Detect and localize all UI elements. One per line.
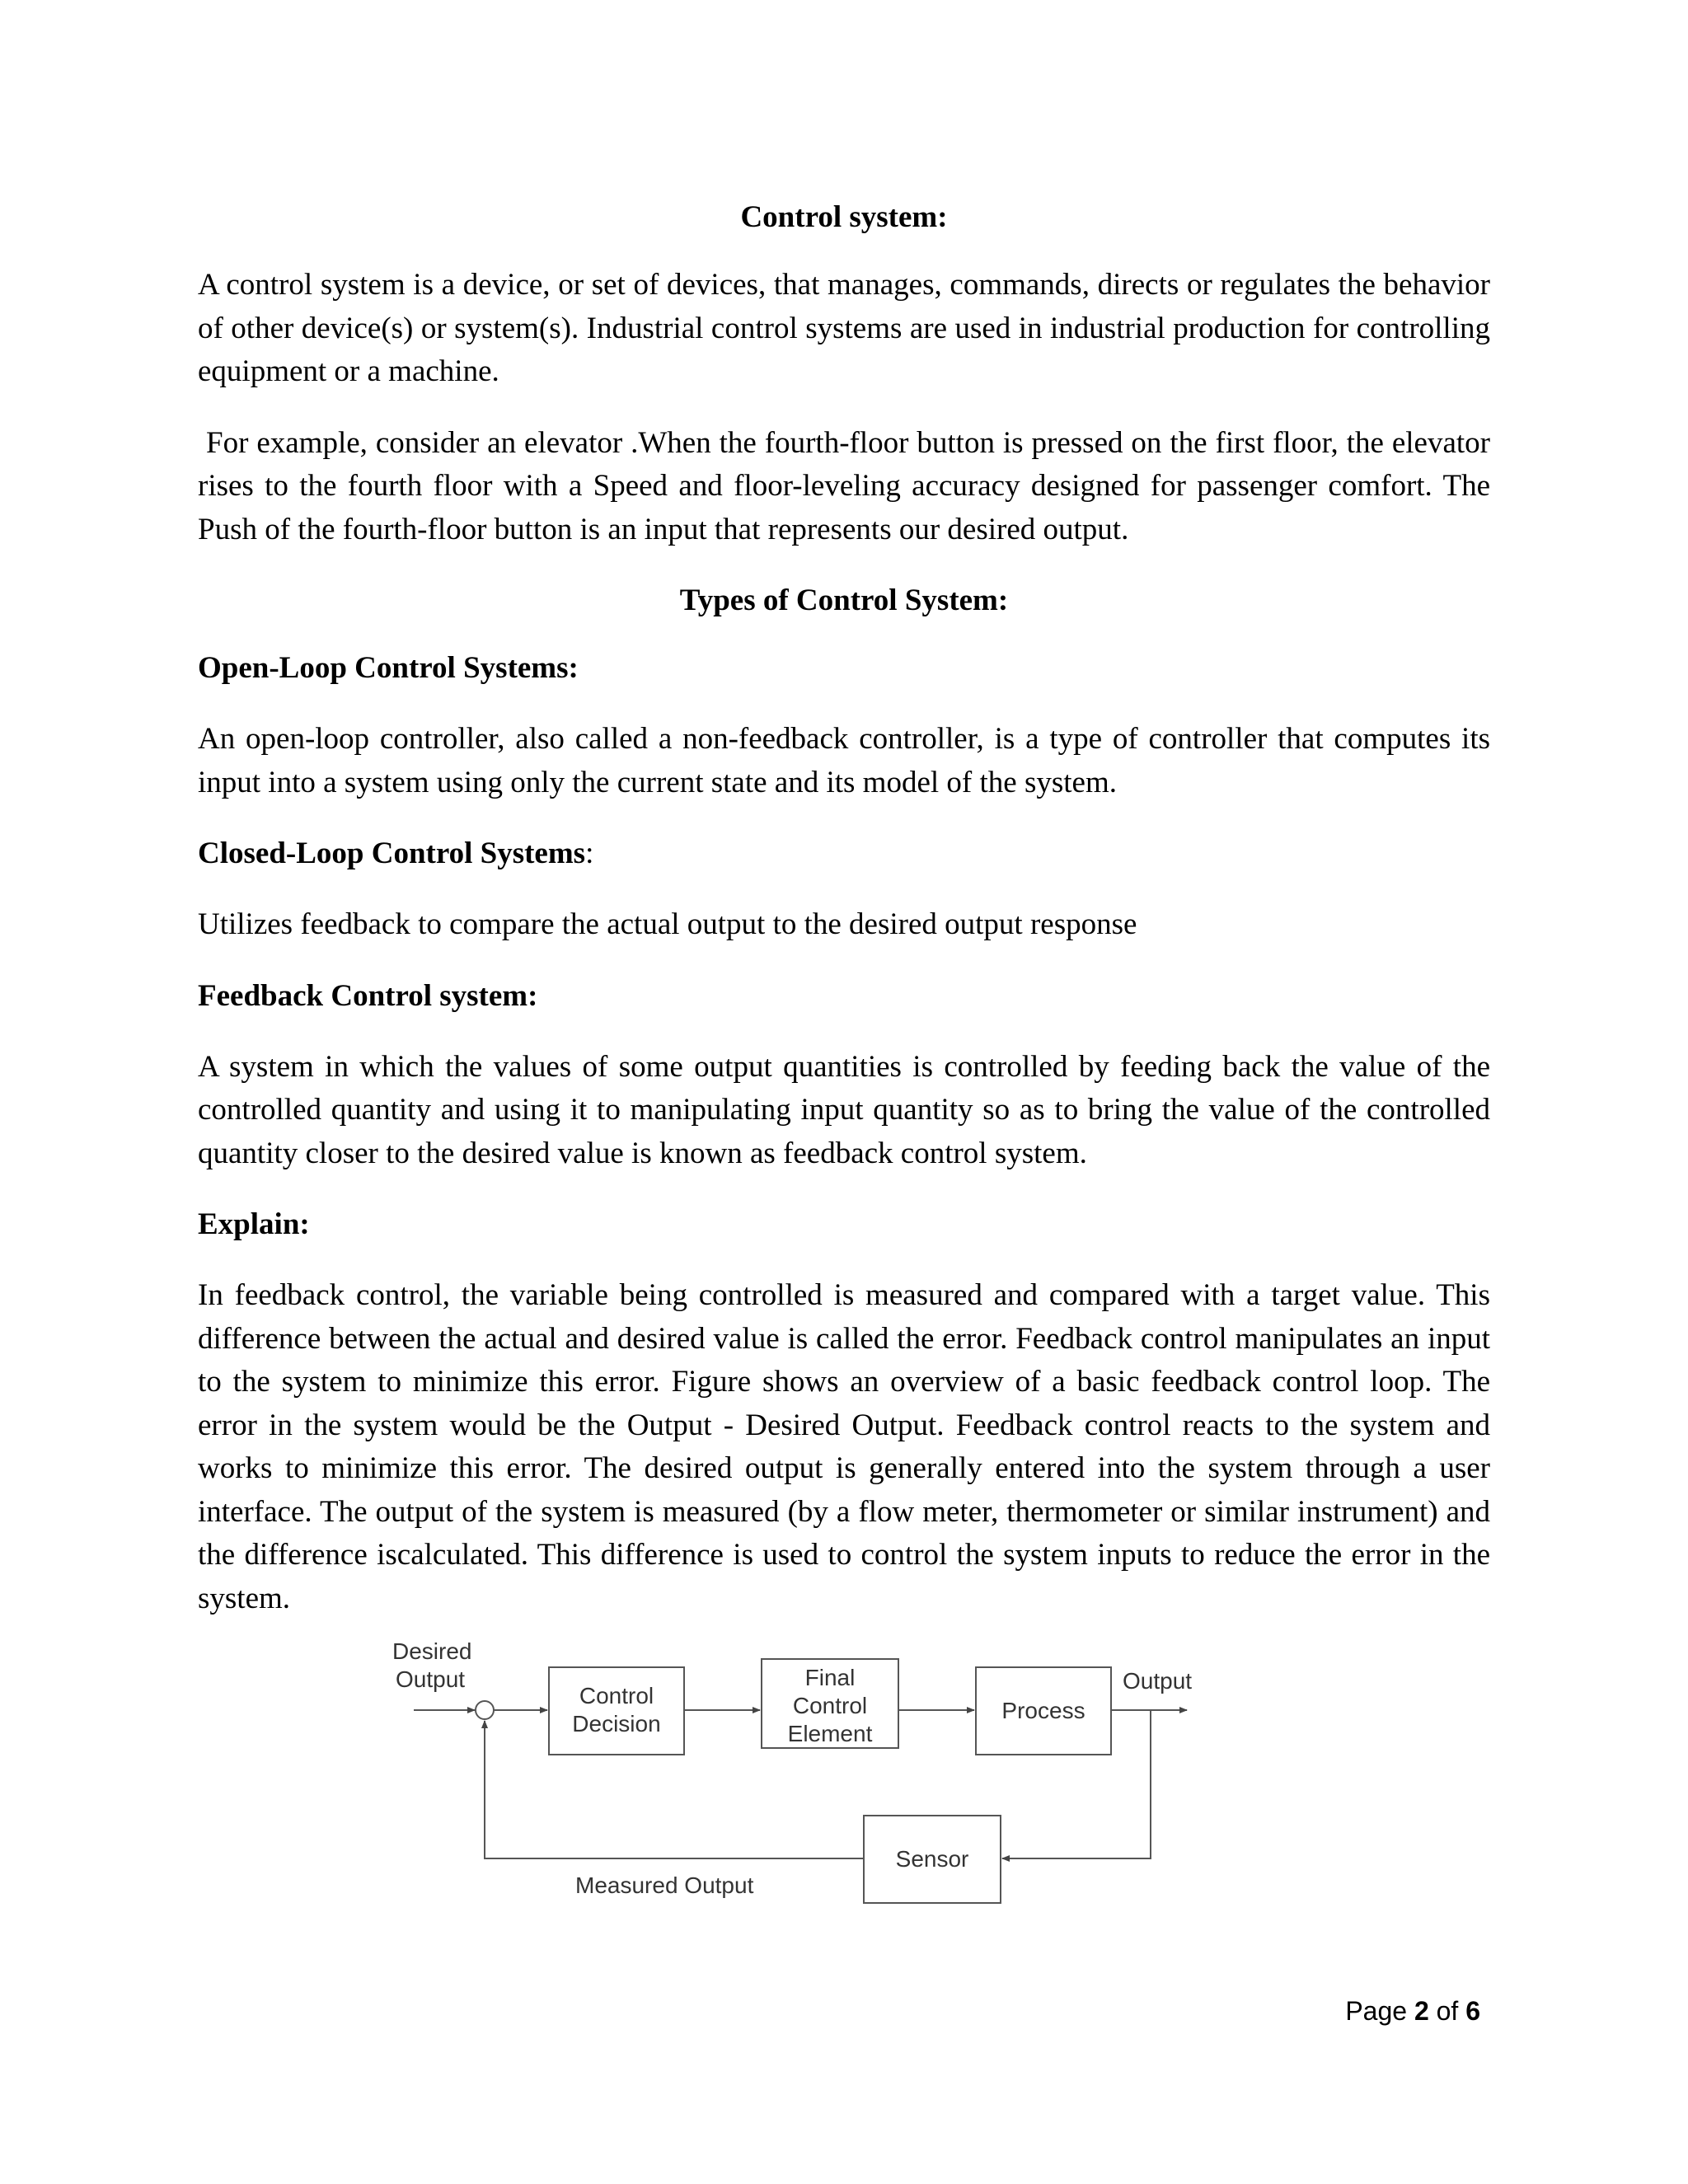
footer-prefix: Page: [1345, 1996, 1414, 2026]
process-label: Process: [1001, 1698, 1085, 1723]
open-loop-paragraph: An open-loop controller, also called a non-feedback controller, is a type of controller that computes its input into a system using only the current state and its model of the system.: [198, 722, 1490, 799]
sensor-label: Sensor: [895, 1846, 969, 1872]
intro-paragraph: A control system is a device, or set of devices, that manages, commands, directs or regulates the behavior of other device(s) or system(s). Industrial control systems are used in industrial production for controlling equipment or a machine.: [198, 268, 1490, 388]
feedback-paragraph: A system in which the values of some output quantities is controlled by feeding back the value of the controlled quantity and using it to manipulating input quantity so as to bring the value of the controlled quantity closer to the desired value is known as feedback control system.: [198, 1049, 1490, 1170]
desired-output-label-2: Output: [396, 1666, 466, 1692]
closed-loop-heading-text: Closed-Loop Control Systems: [198, 837, 586, 870]
footer-total-pages: 6: [1465, 1996, 1480, 2026]
types-title: Types of Control System:: [679, 583, 1009, 617]
summing-junction: [476, 1701, 494, 1719]
final-label-2: Control: [792, 1693, 868, 1718]
document-body: [198, 196, 1490, 1648]
desired-output-label-1: Desired: [392, 1638, 472, 1664]
example-paragraph: For example, consider an elevator .When the fourth-floor button is pressed on the first floor, the elevator rises to the fourth floor with a Speed and floor-leveling accuracy designed for passenger comfort. The Push of the fourth-floor button is an input that represents our desired output.: [198, 425, 1490, 546]
page-footer: [1345, 1996, 1480, 2027]
final-label-3: Element: [787, 1721, 873, 1746]
explain-paragraph: In feedback control, the variable being controlled is measured and compared with a target value. This difference between the actual and desired value is called the error. Feedback control manipulates an input to the system to minimize this error. Figure shows an overview of a basic feedback control loop. The error in the system would be the Output - Desired Output. Feedback control reacts to the system and works to minimize this error. The desired output is generally entered into the system through a user interface. The output of the system is measured (by a flow meter, thermometer or similar instrument) and the difference iscalculated. This difference is used to control the system inputs to reduce the error in the system.: [198, 1278, 1490, 1615]
measured-output-label: Measured Output: [575, 1872, 754, 1898]
control-label-1: Control: [579, 1683, 654, 1708]
explain-heading: Explain:: [198, 1207, 310, 1241]
closed-loop-heading: [198, 832, 1490, 875]
feedback-heading: Feedback Control system:: [198, 978, 538, 1013]
feedback-loop-diagram: [363, 1636, 1212, 1916]
diagram-svg: [363, 1636, 1212, 1916]
output-label: Output: [1123, 1668, 1193, 1694]
control-label-2: Decision: [572, 1711, 661, 1736]
closed-loop-colon: :: [585, 837, 594, 870]
open-loop-heading: Open-Loop Control Systems:: [198, 651, 579, 685]
footer-current-page: 2: [1414, 1996, 1429, 2026]
footer-middle: of: [1428, 1996, 1466, 2026]
final-label-1: Final: [804, 1665, 856, 1690]
page-title: Control system:: [740, 200, 948, 234]
closed-loop-paragraph: Utilizes feedback to compare the actual output to the desired output response: [198, 907, 1137, 941]
